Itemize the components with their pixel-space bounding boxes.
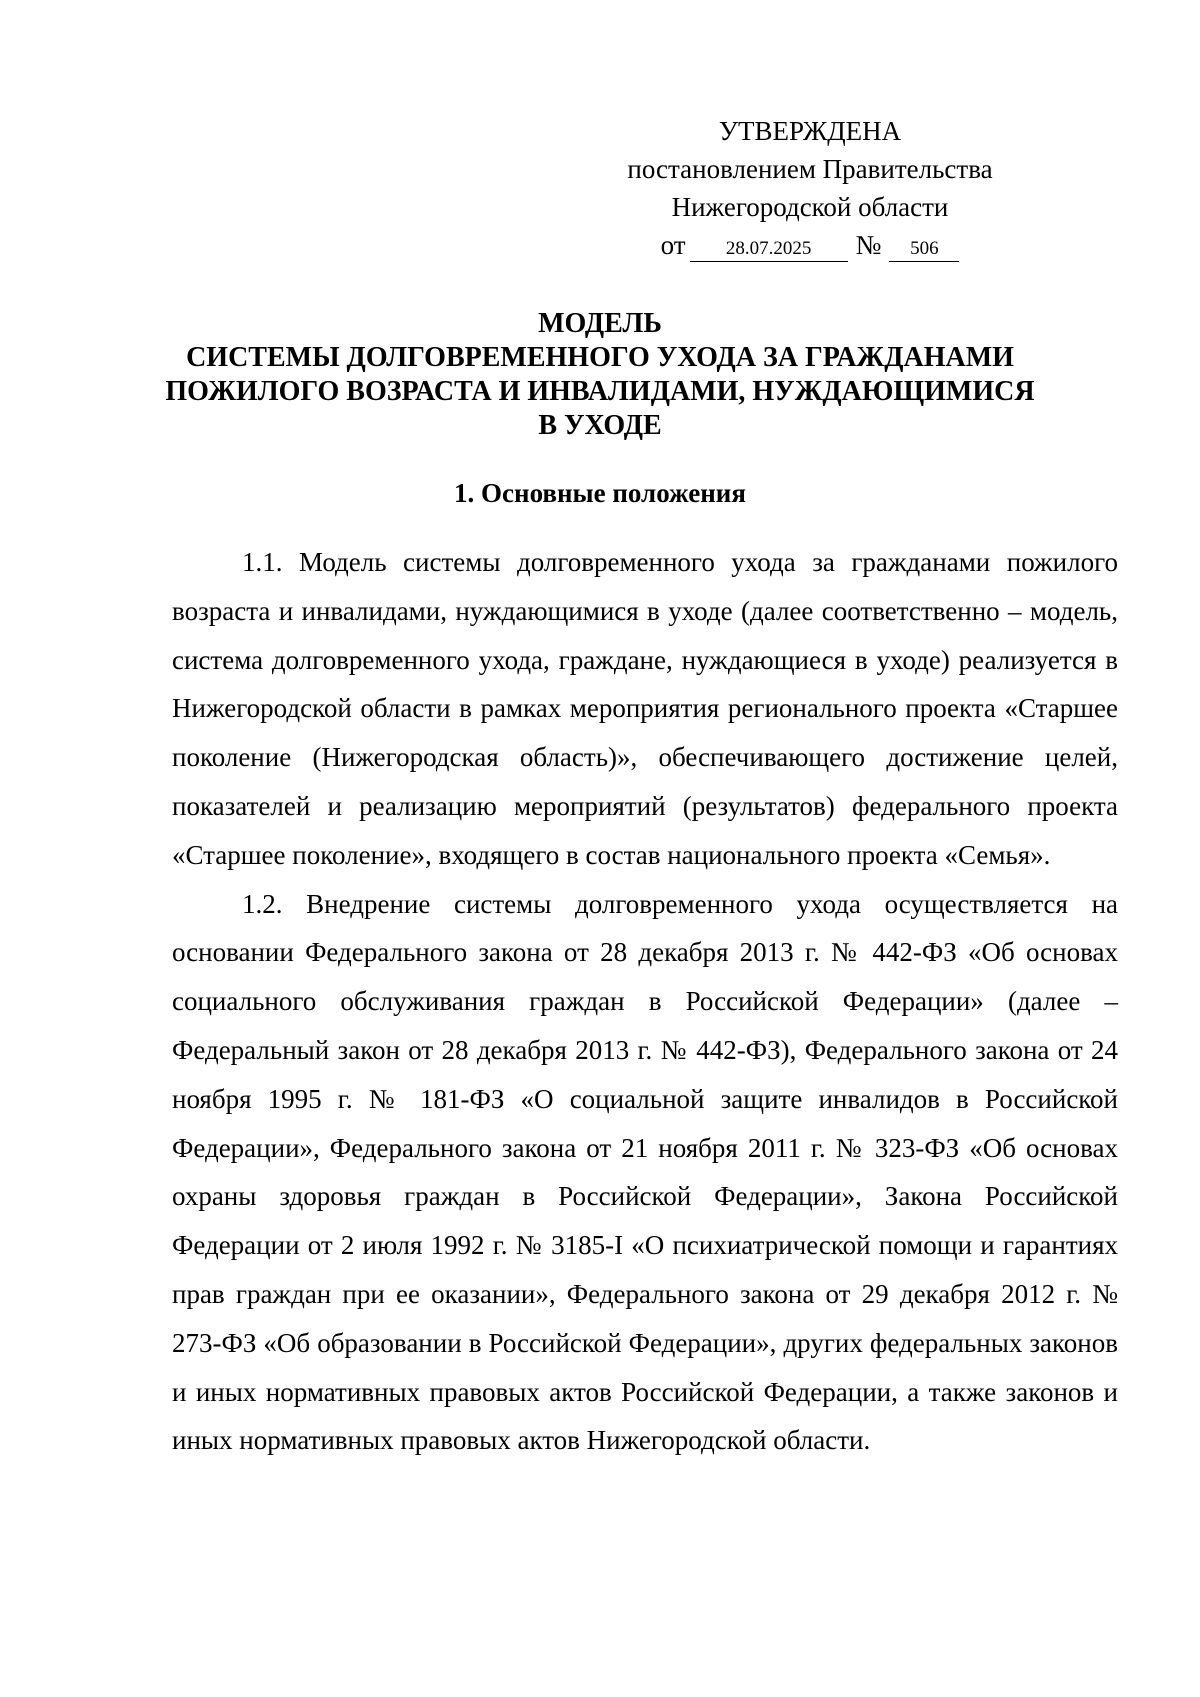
- paragraph-1-2: 1.2. Внедрение системы долговременного ухода осуществляется на основании Федерального закона от 28 декабря 2013 г. № 442-ФЗ «Об основах социального обслуживания граждан в Российской Федерации» (далее – Федеральный закон от 28 декабря 2013 г. № 442-ФЗ), Федерального закона от 24 ноября 1995 г. № 181-ФЗ «О социальной защите инвалидов в Российской Федерации», Федерального закона от 21 ноября 2011 г. № 323-ФЗ «Об основах охраны здоровья граждан в Российской Федерации», Закона Российской Федерации от 2 июля 1992 г. № 3185-I «О психиатрической помощи и гарантиях прав граждан при ее оказании», Федерального закона от 29 декабря 2012 г. № 273-ФЗ «Об образовании в Российской Федерации», других федеральных законов и иных нормативных правовых актов Российской Федерации, а также законов и иных нормативных правовых актов Нижегородской области.: [172, 888, 1118, 1456]
- approval-from-label: от: [660, 230, 686, 260]
- section-heading: 1. Основные положения: [454, 478, 746, 508]
- approval-number-label: №: [855, 230, 882, 260]
- approval-stamp-block: [600, 112, 1020, 264]
- approval-line-2: Нижегородской области: [671, 192, 949, 222]
- document-title: [150, 307, 1050, 443]
- approval-title: УТВЕРЖДЕНА: [718, 116, 902, 146]
- section-body: [172, 538, 1118, 1465]
- paragraph-1-1: 1.1. Модель системы долговременного ухода за гражданами пожилого возраста и инвалидами, нуждающимися в уходе (далее соответственно – модель, система долговременного ухода, граждане, нуждающиеся в уходе) реализуется в Нижегородской области в рамках мероприятия регионального проекта «Старшее поколение (Нижегородская область)», обеспечивающего достижение целей, показателей и реализацию мероприятий (результатов) федерального проекта «Старшее поколение», входящего в состав национального проекта «Семья».: [172, 547, 1118, 870]
- document-title-line-4: В УХОДЕ: [538, 410, 662, 441]
- document-title-line-1: МОДЕЛЬ: [538, 308, 662, 339]
- approval-number: 506: [889, 237, 959, 262]
- approval-date: 28.07.2025: [690, 237, 848, 262]
- document-title-line-3: ПОЖИЛОГО ВОЗРАСТА И ИНВАЛИДАМИ, НУЖДАЮЩИМИСЯ: [165, 376, 1035, 407]
- approval-date-line: [600, 226, 1020, 264]
- document-title-line-2: СИСТЕМЫ ДОЛГОВРЕМЕННОГО УХОДА ЗА ГРАЖДАНАМИ: [186, 342, 1014, 373]
- approval-line-1: постановлением Правительства: [627, 154, 993, 184]
